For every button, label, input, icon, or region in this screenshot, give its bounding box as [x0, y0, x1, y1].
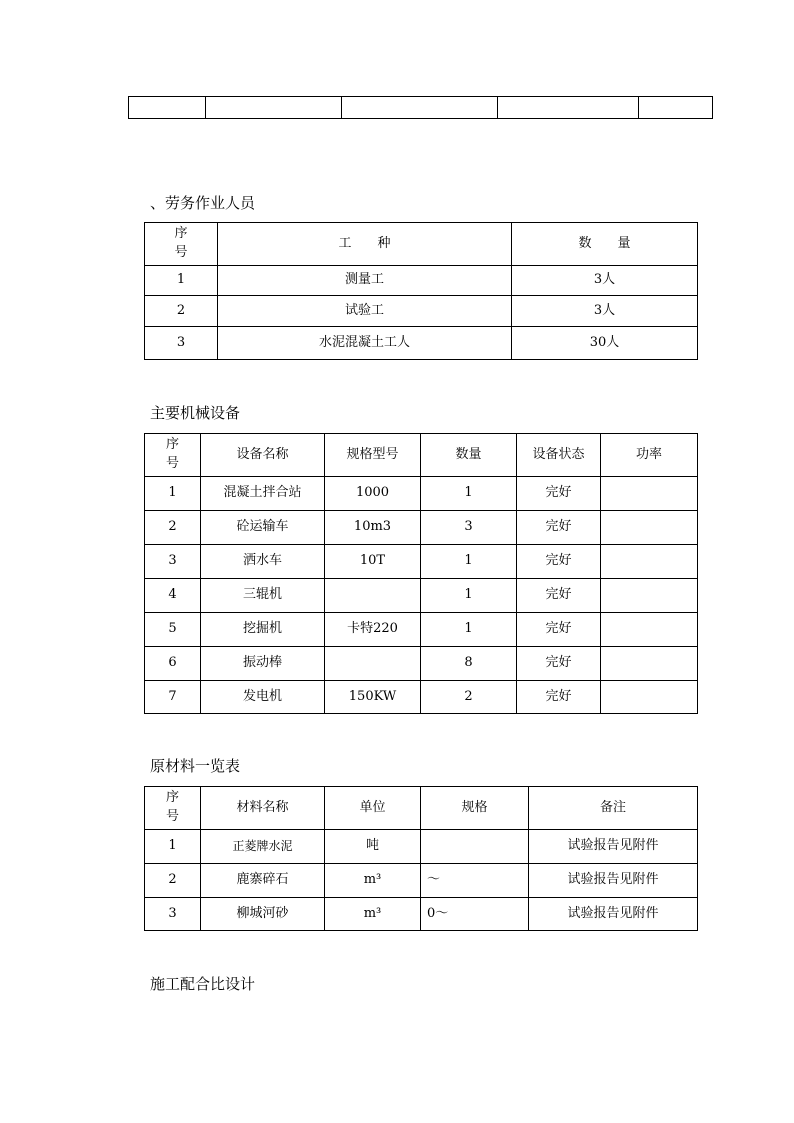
cell-count: 30人 [512, 327, 698, 360]
cell-qty: 1 [421, 613, 517, 647]
top-table-cell [342, 97, 498, 119]
cell-index: 5 [145, 613, 201, 647]
cell-status: 完好 [517, 511, 601, 545]
cell-power [601, 647, 698, 681]
cell-name: 洒水车 [201, 545, 325, 579]
cell-name: 柳城河砂 [201, 898, 325, 931]
cell-qty: 1 [421, 545, 517, 579]
table-header-row [145, 223, 698, 266]
cell-name: 三辊机 [201, 579, 325, 613]
table-row [145, 327, 698, 360]
cell-spec [421, 830, 529, 864]
cell-power [601, 477, 698, 511]
header-qty: 数量 [421, 434, 517, 477]
header-power: 功率 [601, 434, 698, 477]
table-row [145, 511, 698, 545]
header-unit: 单位 [325, 787, 421, 830]
table-row [145, 898, 698, 931]
cell-model: 150KW [325, 681, 421, 714]
cell-index: 7 [145, 681, 201, 714]
cell-note: 试验报告见附件 [529, 830, 698, 864]
cell-index: 2 [145, 511, 201, 545]
cell-index: 2 [145, 864, 201, 898]
mix-design-section-title: 施工配合比设计 [150, 975, 256, 993]
cell-status: 完好 [517, 681, 601, 714]
cell-unit: m³ [325, 898, 421, 931]
cell-name: 挖掘机 [201, 613, 325, 647]
table-row [145, 579, 698, 613]
cell-note: 试验报告见附件 [529, 898, 698, 931]
cell-index: 1 [145, 830, 201, 864]
cell-status: 完好 [517, 477, 601, 511]
cell-trade: 试验工 [218, 296, 512, 327]
cell-power [601, 681, 698, 714]
cell-status: 完好 [517, 613, 601, 647]
table-header-row [145, 434, 698, 477]
cell-note: 试验报告见附件 [529, 864, 698, 898]
header-count: 数 量 [512, 223, 698, 266]
header-index: 序 号 [145, 434, 201, 477]
labor-table [144, 222, 698, 360]
labor-section-title: 、劳务作业人员 [150, 194, 256, 212]
cell-model [325, 579, 421, 613]
cell-qty: 3 [421, 511, 517, 545]
header-status: 设备状态 [517, 434, 601, 477]
cell-unit: 吨 [325, 830, 421, 864]
cell-model [325, 647, 421, 681]
cell-model: 卡特220 [325, 613, 421, 647]
table-row [145, 613, 698, 647]
cell-status: 完好 [517, 647, 601, 681]
top-table-cell [498, 97, 639, 119]
table-row [145, 864, 698, 898]
materials-section-title: 原材料一览表 [150, 757, 241, 775]
top-table-cell [206, 97, 342, 119]
cell-status: 完好 [517, 545, 601, 579]
table-row [145, 477, 698, 511]
header-name: 设备名称 [201, 434, 325, 477]
table-row [145, 647, 698, 681]
cell-index: 1 [145, 266, 218, 296]
cell-power [601, 545, 698, 579]
equipment-table [144, 433, 698, 714]
cell-power [601, 579, 698, 613]
cell-unit: m³ [325, 864, 421, 898]
cell-qty: 1 [421, 477, 517, 511]
cell-name: 振动棒 [201, 647, 325, 681]
materials-table [144, 786, 698, 931]
header-model: 规格型号 [325, 434, 421, 477]
table-row [145, 296, 698, 327]
cell-name: 砼运输车 [201, 511, 325, 545]
cell-trade: 水泥混凝土工人 [218, 327, 512, 360]
cell-power [601, 511, 698, 545]
cell-spec: 0～ [421, 898, 529, 931]
cell-index: 1 [145, 477, 201, 511]
cell-name: 正菱牌水泥 [201, 830, 325, 864]
header-name: 材料名称 [201, 787, 325, 830]
cell-count: 3人 [512, 266, 698, 296]
equipment-section-title: 主要机械设备 [150, 404, 241, 422]
cell-index: 3 [145, 545, 201, 579]
cell-index: 6 [145, 647, 201, 681]
header-index: 序 号 [145, 223, 218, 266]
cell-index: 3 [145, 327, 218, 360]
header-note: 备注 [529, 787, 698, 830]
cell-name: 发电机 [201, 681, 325, 714]
table-row [145, 830, 698, 864]
table-row [145, 266, 698, 296]
cell-trade: 测量工 [218, 266, 512, 296]
cell-qty: 1 [421, 579, 517, 613]
cell-name: 鹿寨碎石 [201, 864, 325, 898]
header-spec: 规格 [421, 787, 529, 830]
cell-power [601, 613, 698, 647]
cell-qty: 8 [421, 647, 517, 681]
cell-spec: ～ [421, 864, 529, 898]
header-index: 序 号 [145, 787, 201, 830]
cell-model: 10T [325, 545, 421, 579]
cell-qty: 2 [421, 681, 517, 714]
cell-index: 4 [145, 579, 201, 613]
top-table-cell [639, 97, 713, 119]
top-table [128, 96, 713, 119]
cell-index: 2 [145, 296, 218, 327]
table-row [145, 681, 698, 714]
cell-model: 1000 [325, 477, 421, 511]
header-trade: 工 种 [218, 223, 512, 266]
top-table-cell [129, 97, 206, 119]
cell-status: 完好 [517, 579, 601, 613]
table-row [145, 545, 698, 579]
cell-index: 3 [145, 898, 201, 931]
cell-count: 3人 [512, 296, 698, 327]
table-header-row [145, 787, 698, 830]
cell-model: 10m3 [325, 511, 421, 545]
cell-name: 混凝土拌合站 [201, 477, 325, 511]
